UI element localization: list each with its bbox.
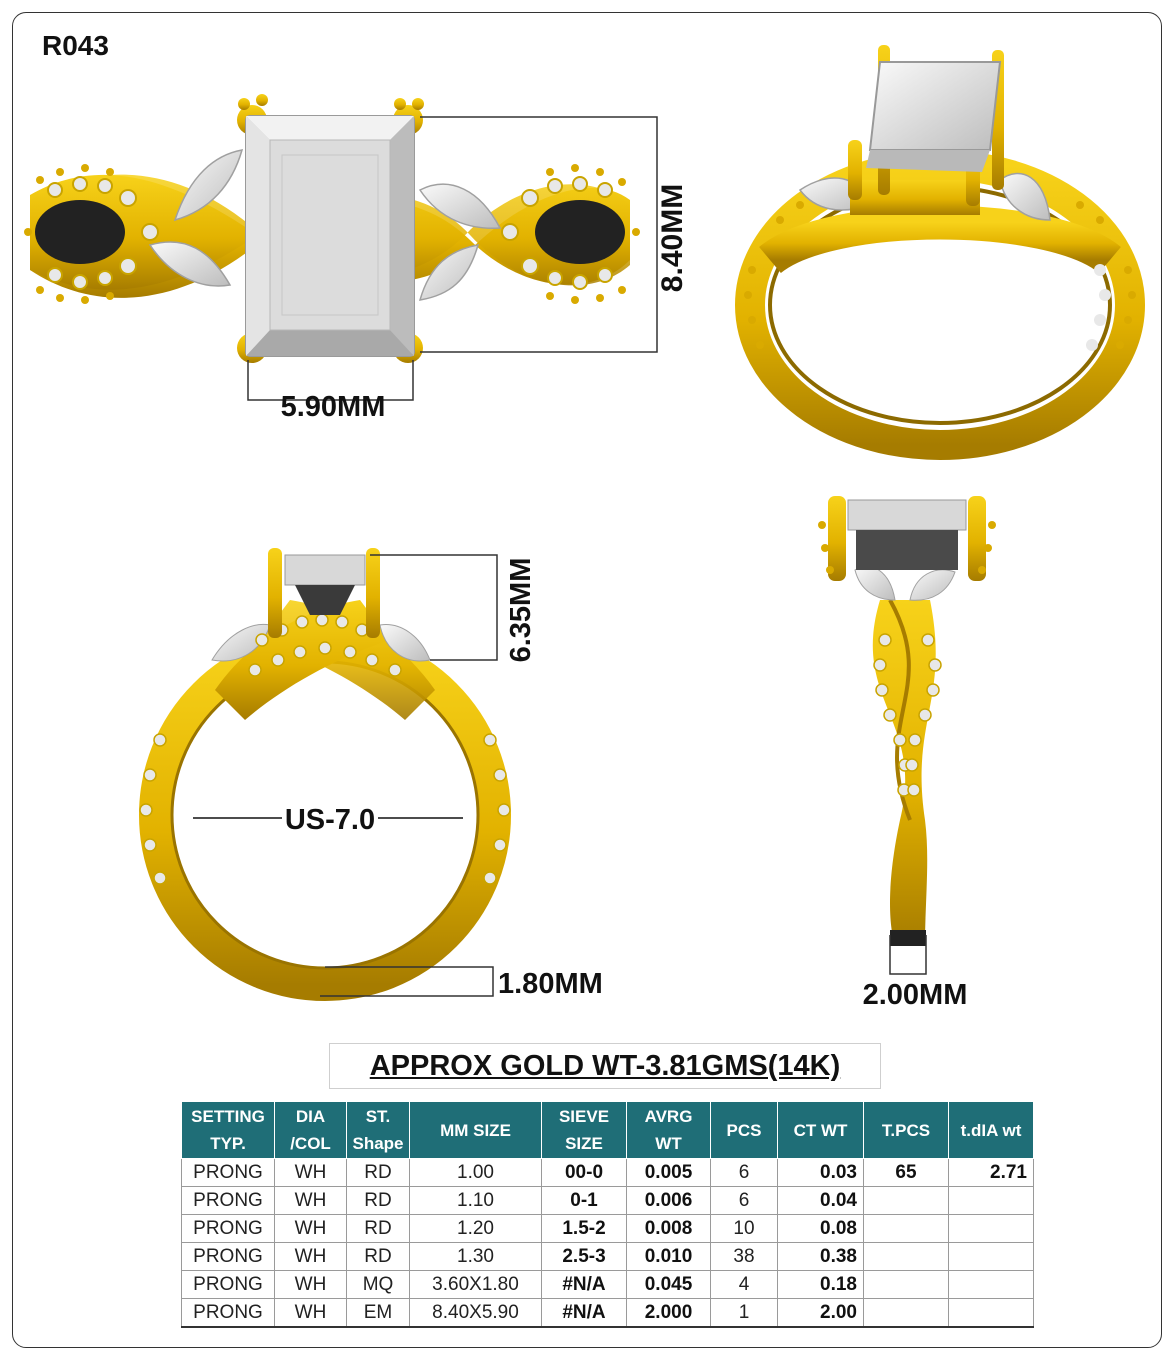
cell-shape: RD bbox=[347, 1215, 410, 1243]
side-view-ring bbox=[818, 496, 996, 974]
cell-shape: RD bbox=[347, 1187, 410, 1215]
cell-mm: 1.10 bbox=[410, 1187, 542, 1215]
header-text: ST. bbox=[365, 1107, 391, 1126]
cell-mm: 1.20 bbox=[410, 1215, 542, 1243]
cell-ct: 0.08 bbox=[778, 1215, 864, 1243]
cell-mm: 1.30 bbox=[410, 1243, 542, 1271]
ring-size-label: US-7.0 bbox=[284, 804, 376, 836]
header-text: CT WT bbox=[793, 1120, 848, 1140]
cell-avg: 0.045 bbox=[627, 1271, 711, 1299]
cell-sieve: 1.5-2 bbox=[542, 1215, 627, 1243]
cell-col: WH bbox=[275, 1187, 347, 1215]
cell-setting: PRONG bbox=[182, 1215, 275, 1243]
cell-col: WH bbox=[275, 1299, 347, 1328]
cell-total-pcs bbox=[864, 1271, 949, 1299]
cell-setting: PRONG bbox=[182, 1271, 275, 1299]
height-dimension-label: 6.35MM bbox=[505, 557, 537, 663]
cell-total-pcs bbox=[864, 1187, 949, 1215]
cell-total-dia-wt bbox=[949, 1187, 1034, 1215]
table-header-cell bbox=[542, 1102, 627, 1159]
cell-sieve: #N/A bbox=[542, 1271, 627, 1299]
cell-shape: RD bbox=[347, 1159, 410, 1187]
length-dimension-label: 8.40MM bbox=[656, 183, 689, 293]
cell-sieve: #N/A bbox=[542, 1299, 627, 1328]
cell-shape: RD bbox=[347, 1243, 410, 1271]
cell-pcs: 6 bbox=[711, 1187, 778, 1215]
cell-total-pcs bbox=[864, 1215, 949, 1243]
cell-avg: 0.005 bbox=[627, 1159, 711, 1187]
stone-spec-table bbox=[181, 1101, 1034, 1328]
table-header-cell bbox=[778, 1102, 864, 1159]
cell-col: WH bbox=[275, 1271, 347, 1299]
cell-pcs: 6 bbox=[711, 1159, 778, 1187]
header-text: DIA bbox=[295, 1107, 326, 1126]
table-row bbox=[182, 1187, 1034, 1215]
cell-avg: 0.008 bbox=[627, 1215, 711, 1243]
table-header-cell bbox=[182, 1102, 275, 1159]
header-text: SETTING bbox=[191, 1107, 265, 1126]
header-text: WT bbox=[655, 1134, 682, 1153]
front-view-ring bbox=[140, 548, 510, 996]
cell-sieve: 2.5-3 bbox=[542, 1243, 627, 1271]
cell-pcs: 1 bbox=[711, 1299, 778, 1328]
cell-setting: PRONG bbox=[182, 1243, 275, 1271]
header-text: AVRG bbox=[644, 1107, 693, 1126]
cell-ct: 0.18 bbox=[778, 1271, 864, 1299]
cell-avg: 0.006 bbox=[627, 1187, 711, 1215]
cell-col: WH bbox=[275, 1243, 347, 1271]
cell-total-pcs bbox=[864, 1299, 949, 1328]
cell-mm: 3.60X1.80 bbox=[410, 1271, 542, 1299]
perspective-view-ring bbox=[744, 45, 1136, 445]
table-header-cell bbox=[347, 1102, 410, 1159]
gold-weight-title-box bbox=[329, 1043, 881, 1089]
table-header-cell bbox=[275, 1102, 347, 1159]
cell-ct: 0.03 bbox=[778, 1159, 864, 1187]
table-row bbox=[182, 1299, 1034, 1328]
cell-mm: 1.00 bbox=[410, 1159, 542, 1187]
cell-total-dia-wt bbox=[949, 1215, 1034, 1243]
width-dimension-label: 5.90MM bbox=[280, 391, 386, 423]
cell-shape: EM bbox=[347, 1299, 410, 1328]
shank-width-label: 2.00MM bbox=[862, 979, 968, 1011]
table-row bbox=[182, 1271, 1034, 1299]
cell-total-dia-wt bbox=[949, 1243, 1034, 1271]
cell-setting: PRONG bbox=[182, 1187, 275, 1215]
table-header-cell bbox=[711, 1102, 778, 1159]
cell-mm: 8.40X5.90 bbox=[410, 1299, 542, 1328]
cell-setting: PRONG bbox=[182, 1159, 275, 1187]
cell-sieve: 00-0 bbox=[542, 1159, 627, 1187]
header-text: PCS bbox=[726, 1120, 762, 1140]
header-text: SIEVE bbox=[558, 1107, 610, 1126]
header-text: T.PCS bbox=[881, 1120, 931, 1140]
cell-total-dia-wt: 2.71 bbox=[949, 1159, 1034, 1187]
header-text: t.dIA wt bbox=[960, 1120, 1022, 1140]
table-row bbox=[182, 1215, 1034, 1243]
header-text: Shape bbox=[352, 1134, 404, 1153]
cell-col: WH bbox=[275, 1215, 347, 1243]
header-text: TYP. bbox=[210, 1134, 246, 1153]
cell-total-pcs bbox=[864, 1243, 949, 1271]
table-header-row bbox=[182, 1102, 1034, 1159]
cell-total-dia-wt bbox=[949, 1299, 1034, 1328]
cell-ct: 2.00 bbox=[778, 1299, 864, 1328]
cell-total-dia-wt bbox=[949, 1271, 1034, 1299]
cell-ct: 0.04 bbox=[778, 1187, 864, 1215]
cell-sieve: 0-1 bbox=[542, 1187, 627, 1215]
top-view-ring bbox=[24, 94, 657, 400]
header-text: MM SIZE bbox=[440, 1120, 511, 1140]
cell-pcs: 4 bbox=[711, 1271, 778, 1299]
cell-total-pcs: 65 bbox=[864, 1159, 949, 1187]
cell-setting: PRONG bbox=[182, 1299, 275, 1328]
cell-shape: MQ bbox=[347, 1271, 410, 1299]
table-header-cell bbox=[410, 1102, 542, 1159]
table-row bbox=[182, 1243, 1034, 1271]
header-text: /COL bbox=[290, 1134, 331, 1153]
header-text: SIZE bbox=[565, 1134, 603, 1153]
shank-thickness-label: 1.80MM bbox=[498, 968, 603, 1000]
table-header-cell bbox=[627, 1102, 711, 1159]
table-header-cell bbox=[864, 1102, 949, 1159]
cell-avg: 2.000 bbox=[627, 1299, 711, 1328]
cell-col: WH bbox=[275, 1159, 347, 1187]
gold-weight-title: APPROX GOLD WT-3.81GMS(14K) bbox=[369, 1049, 841, 1082]
cell-ct: 0.38 bbox=[778, 1243, 864, 1271]
design-code: R043 bbox=[42, 30, 109, 61]
cell-pcs: 10 bbox=[711, 1215, 778, 1243]
table-row bbox=[182, 1159, 1034, 1187]
cell-avg: 0.010 bbox=[627, 1243, 711, 1271]
cell-pcs: 38 bbox=[711, 1243, 778, 1271]
table-header-cell bbox=[949, 1102, 1034, 1159]
